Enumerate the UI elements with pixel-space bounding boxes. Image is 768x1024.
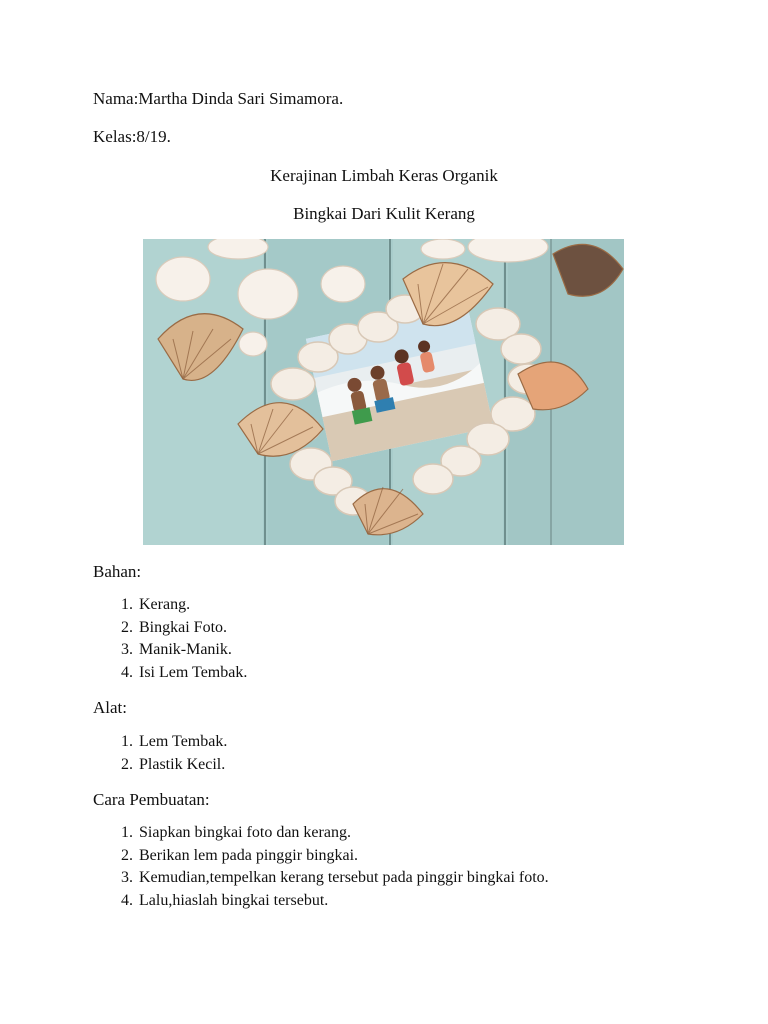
alat-heading: Alat: (93, 698, 127, 717)
seashell-frame-photo (143, 239, 624, 545)
document-title: Kerajinan Limbah Keras Organik (270, 166, 498, 185)
student-name: Nama:Martha Dinda Sari Simamora. (93, 89, 344, 108)
student-class: Kelas:8/19. (93, 127, 171, 146)
bahan-heading: Bahan: (93, 562, 142, 581)
document-subtitle: Bingkai Dari Kulit Kerang (293, 204, 475, 223)
cara-heading: Cara Pembuatan: (93, 790, 210, 809)
